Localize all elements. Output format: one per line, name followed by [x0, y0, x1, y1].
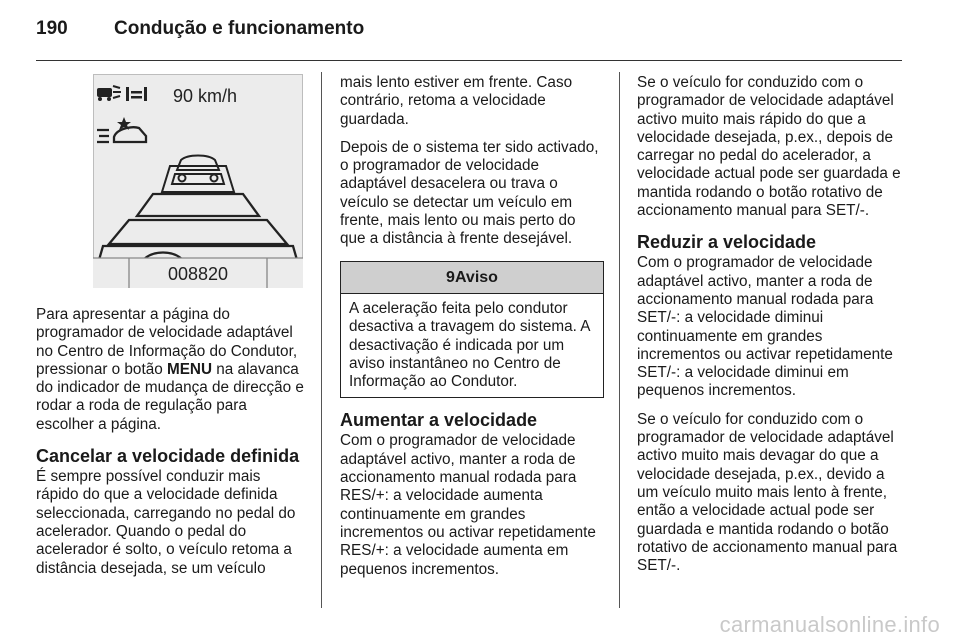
heading-increase-speed: Aumentar a velocidade [340, 410, 538, 431]
column-3 [637, 74, 903, 585]
slower-paragraph: Se o veículo for conduzido com o programador de velocidade adaptável activo muito mais devagar do que a velocidade desejada, p.ex., devido a um veículo muito mais lento à frente, então a velocidade actual pode ser guardada e mantida rodando o botão rotativo de accionamento manual para SET/-. [637, 410, 898, 575]
activation-paragraph: Depois de o sistema ter sido activado, o programador de velocidade adaptável desacelera ou trava o veículo se detectar um veículo em frente, mais lento ou mais perto do que a distância à frente desejável. [340, 138, 599, 248]
odometer-readout: 008820 [167, 264, 229, 284]
watermark: carmanualsonline.info [719, 612, 940, 637]
header-rule [36, 60, 902, 61]
chapter-title: Condução e funcionamento [114, 18, 365, 39]
warning-text: A aceleração feita pelo condutor desactiva a travagem do sistema. A desactivação é indicada por um aviso instantâneo no Centro de Informação ao Condutor. [349, 299, 590, 391]
cancel-paragraph: É sempre possível conduzir mais rápido do que a velocidade definida seleccionada, carregando no pedal do acelerador. Quando o pedal do acelerador é solto, o veículo retoma a distância desejada, se um veículo [36, 468, 296, 577]
warning-box [340, 261, 604, 399]
speed-readout: 90 km/h [173, 86, 238, 106]
increase-paragraph: Com o programador de velocidade adaptável activo, manter a roda de accionamento manual rodada para RES/+: a velocidade aumenta continuamente em grandes incrementos ou activar repetidamente RES/+: a velocidade aumenta em pequenos incrementos. [340, 432, 596, 578]
cruise-display-illustration [93, 74, 303, 288]
column-divider-2 [619, 72, 620, 608]
intro-paragraph [36, 306, 306, 434]
column-2 [340, 74, 604, 589]
heading-reduce-speed: Reduzir a velocidade [637, 232, 817, 253]
heading-cancel-speed: Cancelar a velocidade definida [36, 446, 300, 467]
intro-text-1: Para apresentar a página do programador de velocidade adaptável no Centro de Informação do Condutor, pressionar o botão [36, 306, 298, 378]
warning-icon: 9 [446, 268, 455, 286]
warning-title: Aviso [454, 268, 498, 286]
column-divider-1 [321, 72, 322, 608]
menu-button-label: MENU [166, 360, 213, 378]
intro-text-2: na alavanca do indicador de mudança de direcção e rodar a roda de regulação para escolher a página. [36, 360, 304, 433]
page-number: 190 [36, 18, 68, 39]
column-1 [36, 74, 306, 588]
page-header [36, 18, 364, 40]
driver-info-display-graphic [93, 74, 303, 288]
faster-paragraph: Se o veículo for conduzido com o programador de velocidade adaptável activo muito mais rápido do que a velocidade desejada, p.ex., depois de carregar no pedal do acelerador, a velocidade actual pode ser guardada e mantida rodando o botão rotativo de accionamento manual para SET/-. [637, 74, 901, 220]
reduce-paragraph: Com o programador de velocidade adaptável activo, manter a roda de accionamento manual rodada para SET/-: a velocidade diminui continuamente em grandes incrementos ou activar repetidamente SET/-: a velocidade diminui em pequenos incrementos. [637, 254, 893, 400]
continued-paragraph: mais lento estiver em frente. Caso contrário, retoma a velocidade guardada. [340, 74, 573, 128]
warning-header [341, 262, 603, 294]
